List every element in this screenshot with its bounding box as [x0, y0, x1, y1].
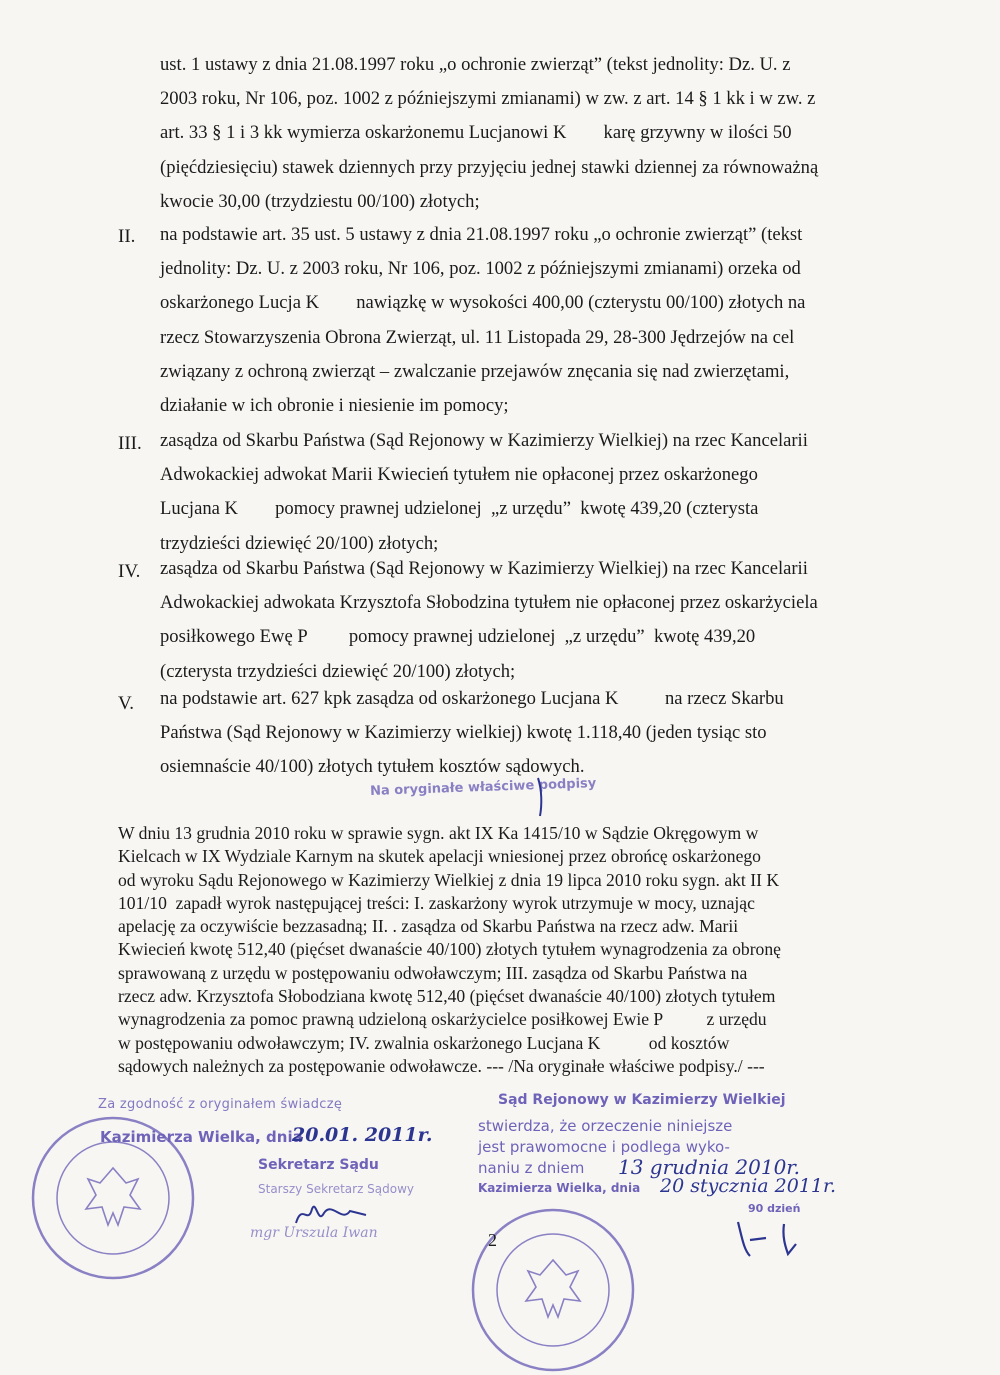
item-numeral-4: IV. [118, 561, 141, 582]
text-line: rzecz adw. Krzysztofa Słobodziana kwotę 512,40 (pięćset dwanaście 40/100) złotych tytułem [118, 986, 776, 1007]
text-line: sprawowaną z urzędu w postępowaniu odwoławczym; III. zasądza od Skarbu Państwa na [118, 962, 748, 983]
item-numeral-5: V. [118, 693, 135, 714]
item-numeral-3: III. [118, 433, 142, 454]
text-line: art. 33 § 1 i 3 kk wymierza oskarżonemu Lucjanowi K karę grzywny w ilości 50 [160, 122, 792, 144]
finality-stamp-line: jest prawomocne i podlega wyko- [478, 1138, 730, 1156]
item-numeral-2: II. [118, 226, 136, 247]
certification-date-handwritten: 20.01. 2011r. [292, 1124, 433, 1146]
text-line: na podstawie art. 627 kpk zasądza od oskarżonego Lucjana K na rzecz Skarbu [160, 688, 784, 709]
certification-stamp-title: Za zgodność z oryginałem świadczę [98, 1097, 343, 1112]
text-line: Adwokackiej adwokata Krzysztofa Słobodzina tytułem nie opłaconej przez oskarżyciela [160, 592, 818, 614]
text-line: sądowych należnych za postępowanie odwoławcze. --- /Na oryginałe właściwe podpisy./ --- [118, 1055, 765, 1076]
text-line: Adwokackiej adwokat Marii Kwiecień tytułem nie opłaconej przez oskarżonego [160, 464, 758, 486]
text-line: rzecz Stowarzyszenia Obrona Zwierząt, ul. 11 Listopada 29, 28-300 Jędrzejów na cel [160, 326, 795, 348]
text-line: trzydzieści dziewięć 20/100) złotych; [160, 532, 439, 554]
text-line: kwocie 30,00 (trzydziestu 00/100) złotych; [160, 190, 480, 212]
text-line: wynagrodzenia za pomoc prawną udzieloną oskarżycielce posiłkowej Ewie P z urzędu [118, 1009, 767, 1030]
finality-stamp-number: 90 dzień [748, 1202, 801, 1215]
judgment-item-3-text [160, 424, 875, 561]
judgment-item-2-text [160, 218, 875, 423]
finality-date-handwritten: 13 grudnia 2010r. [618, 1155, 801, 1179]
certification-stamp-role: Starszy Sekretarz Sądowy [258, 1182, 415, 1196]
text-line: zasądza od Skarbu Państwa (Sąd Rejonowy w Kazimierzy Wielkiej) na rzec Kancelarii [160, 430, 808, 451]
text-line: 2003 roku, Nr 106, poz. 1002 z późniejszymi zmianami) w zw. z art. 14 § 1 kk i w zw. z [160, 88, 816, 110]
text-line: Kielcach w IX Wydziale Karnym na skutek apelacji wniesionej przez obrońcę oskarżonego [118, 846, 761, 867]
text-line: (czterysta trzydzieści dziewięć 20/100) złotych; [160, 660, 516, 682]
certification-stamp-place: Kazimierza Wielka, dnia [100, 1128, 303, 1146]
text-line: w postępowaniu odwoławczym; IV. zwalnia oskarżonego Lucjana K od kosztów [118, 1032, 730, 1053]
judgment-item-5-text [160, 682, 875, 785]
judgment-item-1-text [160, 48, 875, 219]
judge-signature-icon [732, 1214, 822, 1264]
stamp-flourish-icon [528, 770, 568, 820]
page-number: 2 [488, 1230, 497, 1250]
finality-stamp-place: Kazimierza Wielka, dnia [478, 1181, 641, 1195]
text-line: 101/10 zapadł wyrok następującej treści: I. zaskarżony wyrok utrzymuje w mocy, uznając [118, 892, 755, 913]
text-line: zasądza od Skarbu Państwa (Sąd Rejonowy w Kazimierzy Wielkiej) na rzec Kancelarii [160, 558, 808, 579]
finality-stamp-court: Sąd Rejonowy w Kazimierzy Wielkiej [498, 1092, 786, 1108]
text-line: Kwiecień kwotę 512,40 (pięćset dwanaście 40/100) złotych tytułem wynagrodzenia za obronę [118, 939, 781, 960]
text-line: apelację za oczywiście bezzasadną; II. . zasądza od Skarbu Państwa na rzecz adw. Marii [118, 916, 739, 937]
finality-date2-handwritten: 20 stycznia 2011r. [660, 1175, 837, 1197]
appeal-narrative [118, 822, 875, 1078]
certification-stamp-clerk: Sekretarz Sądu [258, 1157, 379, 1173]
text-line: posiłkowego Ewę P pomocy prawnej udzielonej „z urzędu” kwotę 439,20 [160, 626, 756, 648]
text-line: ust. 1 ustawy z dnia 21.08.1997 roku „o ochronie zwierząt” (tekst jednolity: Dz. U. z [160, 54, 791, 75]
original-signatures-stamp: Na oryginałe właściwe podpisy [369, 776, 597, 799]
certification-stamp-name: mgr Urszula Iwan [250, 1225, 378, 1241]
judgment-item-4-text [160, 552, 875, 689]
text-line: Lucjana K pomocy prawnej udzielonej „z urzędu” kwotę 439,20 (czterysta [160, 498, 759, 520]
text-line: działanie w ich obronie i niesienie im pomocy; [160, 395, 509, 417]
text-line: osiemnaście 40/100) złotych tytułem kosztów sądowych. [160, 756, 585, 778]
text-line: jednolity: Dz. U. z 2003 roku, Nr 106, poz. 1002 z późniejszymi zmianami) orzeka od [160, 258, 801, 280]
finality-stamp-line: naniu z dniem [478, 1159, 585, 1177]
text-line: oskarżonego Lucja K nawiązkę w wysokości 400,00 (czterystu 00/100) złotych na [160, 292, 806, 314]
text-line: związany z ochroną zwierząt – zwalczanie przejawów znęcania się nad zwierzętami, [160, 360, 790, 382]
text-line: od wyroku Sądu Rejonowego w Kazimierzy Wielkiej z dnia 19 lipca 2010 roku sygn. akt II K [118, 869, 780, 890]
text-line: W dniu 13 grudnia 2010 roku w sprawie sygn. akt IX Ka 1415/10 w Sądzie Okręgowym w [118, 823, 759, 843]
text-line: (pięćdziesięciu) stawek dziennych przy przyjęciu jednej stawki dziennej za równoważną [160, 156, 819, 178]
text-line: na podstawie art. 35 ust. 5 ustawy z dnia 21.08.1997 roku „o ochronie zwierząt” (tekst [160, 224, 803, 245]
text-line: Państwa (Sąd Rejonowy w Kazimierzy wielkiej) kwotę 1.118,40 (jeden tysiąc sto [160, 722, 767, 744]
finality-stamp-line: stwierdza, że orzeczenie niniejsze [478, 1117, 733, 1135]
